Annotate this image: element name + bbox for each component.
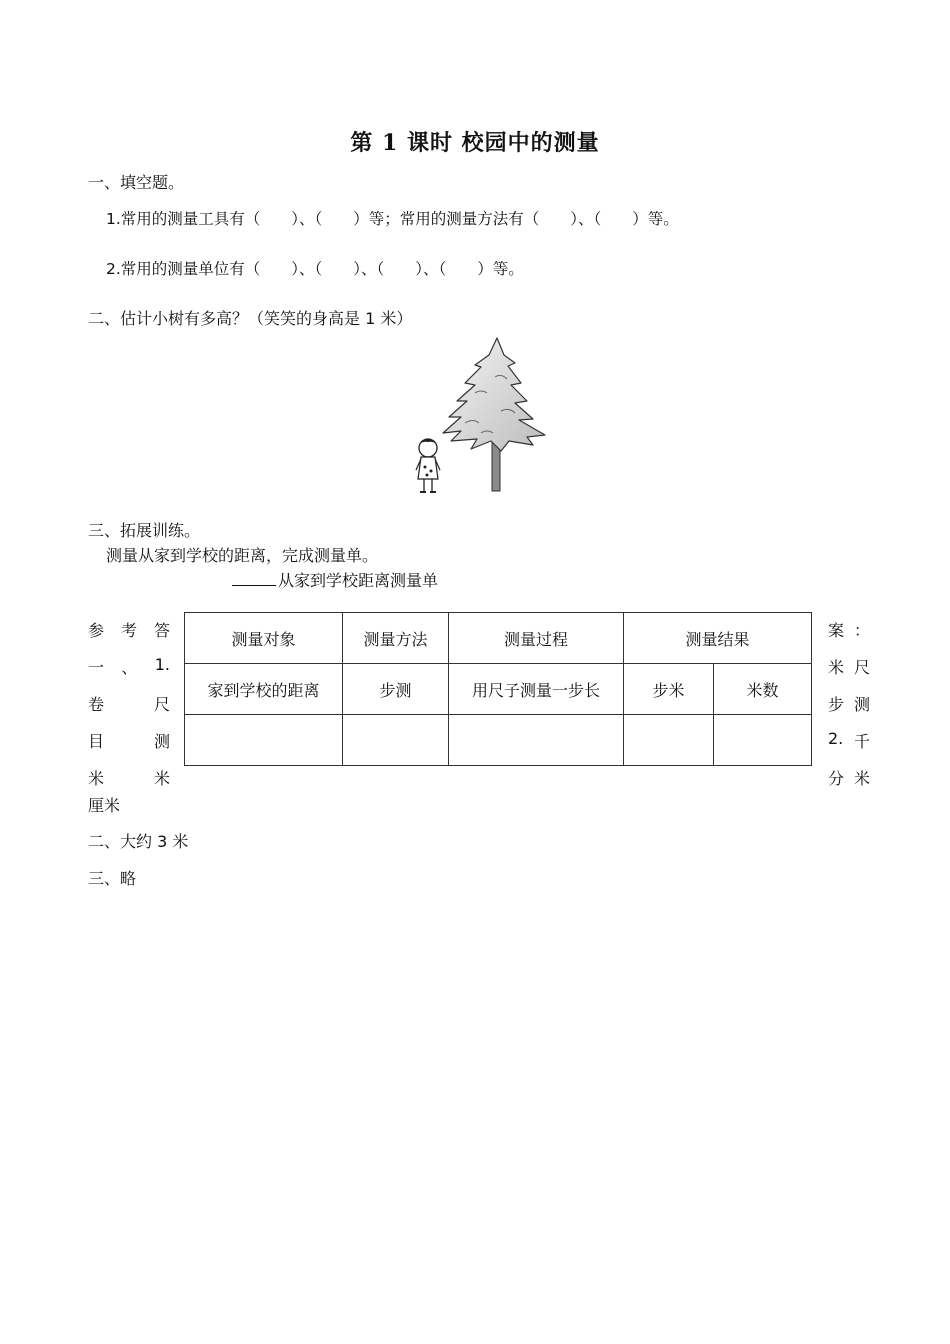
answer-char: 2.: [828, 729, 844, 748]
measurement-sheet-title: [232, 568, 438, 591]
table-cell[interactable]: [185, 715, 343, 766]
answer-line: [88, 618, 170, 655]
answer-line: [828, 692, 870, 729]
table-cell[interactable]: [343, 715, 449, 766]
answer-char: 参: [88, 621, 105, 640]
tree-and-girl-illustration: [405, 333, 565, 503]
header-cell: 测量结果: [624, 613, 812, 664]
answer-line: [828, 618, 870, 655]
answer-line: [88, 766, 170, 793]
girl-icon: [416, 439, 440, 492]
answer-line: 厘米: [88, 796, 121, 815]
answer-char: 米: [853, 769, 870, 788]
table-row-empty: [185, 715, 812, 766]
answer-char: 分: [828, 769, 845, 788]
answer-char: 米: [828, 658, 845, 677]
header-cell: 测量对象: [185, 613, 343, 664]
table-cell[interactable]: [624, 715, 714, 766]
name-blank: [232, 569, 276, 586]
answer-line: [828, 655, 870, 692]
answer-char: 1.: [154, 655, 170, 674]
section3-heading: 三、拓展训练。: [88, 521, 201, 540]
answer-char: 尺: [853, 658, 870, 677]
table-cell: 步测: [343, 664, 449, 715]
answer-char: 卷: [88, 695, 105, 714]
table-cell[interactable]: [714, 715, 812, 766]
answer-line: [88, 729, 170, 766]
answer-char: 一: [88, 658, 105, 677]
answer-char: ：: [853, 621, 870, 640]
answer-line: [88, 692, 170, 729]
answer-char: 目: [88, 732, 105, 751]
answer-char: 案: [828, 621, 845, 640]
answer-char: 测: [853, 695, 870, 714]
answer-char: 考: [120, 621, 137, 640]
question-1: 1.常用的测量工具有（ ）、（ ）等；常用的测量方法有（ ）、（ ）等。: [106, 210, 679, 228]
tree-icon: [443, 338, 545, 491]
table-cell: 家到学校的距离: [185, 664, 343, 715]
section1-heading: 一、填空题。: [88, 173, 185, 192]
answer-key-left: [88, 618, 170, 819]
question-2: 2.常用的测量单位有（ ）、（ ）、（ ）、（ ）等。: [106, 260, 524, 278]
page-title: 第 1 课时 校园中的测量: [350, 130, 600, 156]
header-cell: 测量方法: [343, 613, 449, 664]
table-cell[interactable]: [449, 715, 624, 766]
answer-key-right: [828, 618, 870, 793]
answer-line: [88, 655, 170, 692]
table-row: [185, 664, 812, 715]
answer-line: [828, 766, 870, 793]
section2-heading: 二、估计小树有多高？（笑笑的身高是 1 米）: [88, 309, 413, 328]
header-cell: 测量过程: [449, 613, 624, 664]
answer-line: [828, 729, 870, 766]
answer-char: 答: [153, 621, 170, 640]
sheet-title-text: 从家到学校距离测量单: [278, 571, 439, 590]
section3-instruction: 测量从家到学校的距离，完成测量单。: [106, 546, 379, 565]
table-header-row: [185, 613, 812, 664]
answer-char: 米: [153, 769, 170, 788]
table-cell: 米数: [714, 664, 812, 715]
answer-char: 米: [88, 769, 105, 788]
answer-char: 千: [853, 732, 870, 751]
answer-2: 二、大约 3 米: [88, 832, 189, 851]
measurement-table: [184, 612, 812, 766]
table-cell: 用尺子测量一步长: [449, 664, 624, 715]
table-cell: 步米: [624, 664, 714, 715]
answer-char: 、: [121, 658, 138, 677]
answer-char: 步: [828, 695, 845, 714]
answer-char: 测: [153, 732, 170, 751]
answer-3: 三、略: [88, 869, 137, 888]
answer-char: 尺: [153, 695, 170, 714]
